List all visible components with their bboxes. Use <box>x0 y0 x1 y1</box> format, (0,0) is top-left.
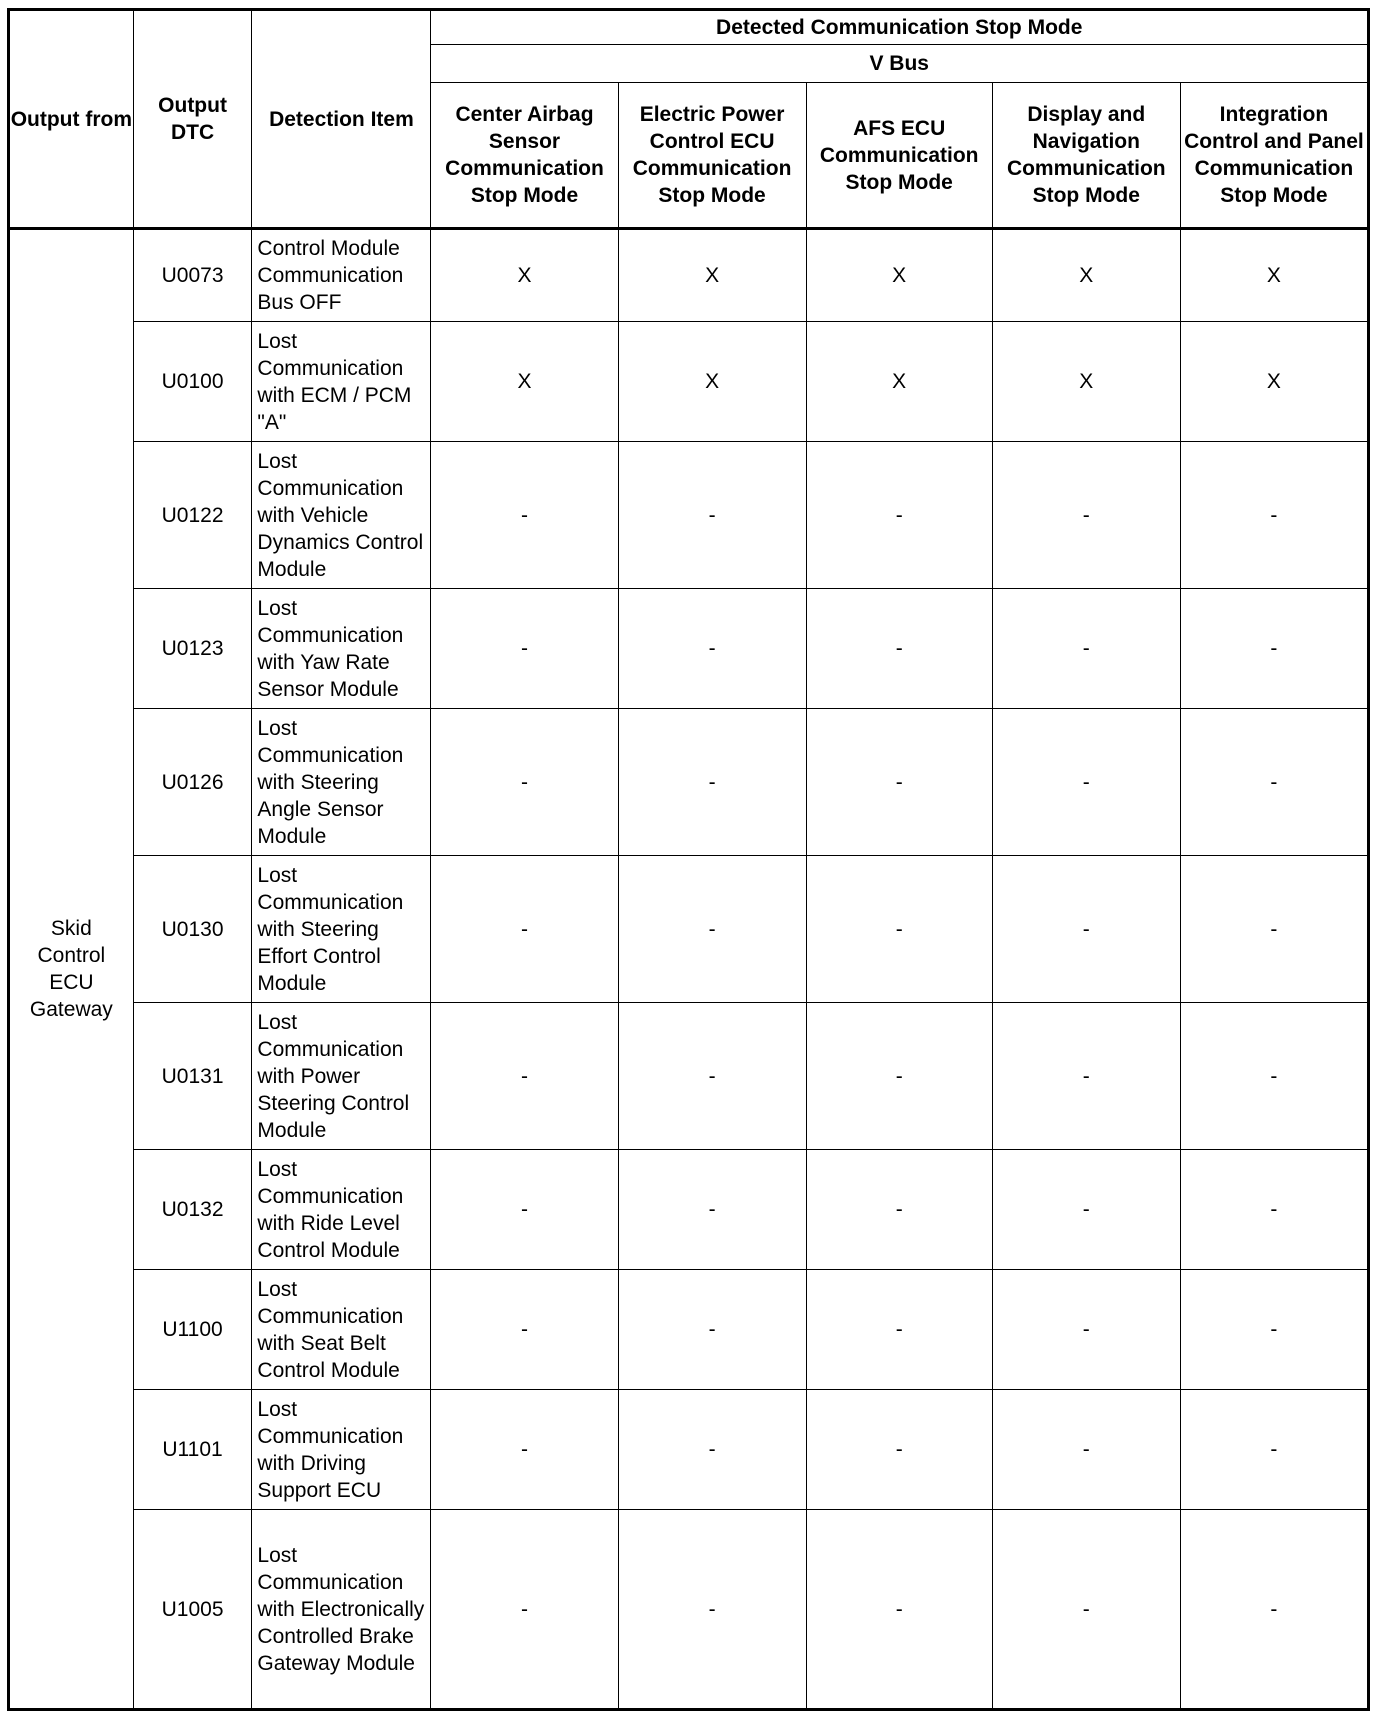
mode-mark-cell: - <box>1180 1510 1368 1710</box>
table-row <box>9 1150 1369 1270</box>
header-mode-center-airbag: Center Airbag Sensor Communication Stop Mode <box>431 83 618 229</box>
mode-mark-cell: - <box>1180 1270 1368 1390</box>
mode-mark-cell: X <box>992 229 1180 322</box>
mode-mark-cell: - <box>431 1510 618 1710</box>
detection-item-cell: Lost Communication with Yaw Rate Sensor Module <box>252 589 431 709</box>
dtc-code-cell: U0122 <box>133 442 252 589</box>
detection-item-cell: Control Module Communication Bus OFF <box>252 229 431 322</box>
output-from-cell: Skid Control ECU Gateway <box>9 229 134 1710</box>
dtc-table <box>7 8 1370 1711</box>
detection-item-cell: Lost Communication with Steering Effort Control Module <box>252 856 431 1003</box>
header-mode-integration-control: Integration Control and Panel Communication Stop Mode <box>1180 83 1368 229</box>
header-detected-mode-group: Detected Communication Stop Mode <box>431 10 1369 45</box>
mode-mark-cell: - <box>618 442 806 589</box>
dtc-code-cell: U0131 <box>133 1003 252 1150</box>
dtc-code-cell: U0123 <box>133 589 252 709</box>
detection-item-cell: Lost Communication with Driving Support ECU <box>252 1390 431 1510</box>
detection-item-cell: Lost Communication with Ride Level Control Module <box>252 1150 431 1270</box>
mode-mark-cell: - <box>431 709 618 856</box>
mode-mark-cell: - <box>618 709 806 856</box>
dtc-code-cell: U1101 <box>133 1390 252 1510</box>
mode-mark-cell: - <box>806 1390 992 1510</box>
dtc-code-cell: U1100 <box>133 1270 252 1390</box>
mode-mark-cell: X <box>1180 229 1368 322</box>
table-row <box>9 229 1369 322</box>
mode-mark-cell: - <box>431 1003 618 1150</box>
mode-mark-cell: - <box>806 1150 992 1270</box>
header-detection-item: Detection Item <box>252 10 431 229</box>
mode-mark-cell: X <box>806 322 992 442</box>
mode-mark-cell: - <box>431 589 618 709</box>
mode-mark-cell: - <box>992 1150 1180 1270</box>
mode-mark-cell: - <box>1180 1390 1368 1510</box>
mode-mark-cell: - <box>806 442 992 589</box>
mode-mark-cell: - <box>1180 856 1368 1003</box>
mode-mark-cell: - <box>806 856 992 1003</box>
mode-mark-cell: X <box>431 229 618 322</box>
mode-mark-cell: X <box>618 322 806 442</box>
header-v-bus: V Bus <box>431 45 1369 83</box>
mode-mark-cell: - <box>618 589 806 709</box>
mode-mark-cell: - <box>431 1390 618 1510</box>
mode-mark-cell: X <box>1180 322 1368 442</box>
detection-item-cell: Lost Communication with Electronically Controlled Brake Gateway Module <box>252 1510 431 1710</box>
mode-mark-cell: - <box>806 709 992 856</box>
mode-mark-cell: - <box>618 1003 806 1150</box>
mode-mark-cell: - <box>1180 709 1368 856</box>
mode-mark-cell: - <box>1180 1003 1368 1150</box>
table-row <box>9 1510 1369 1710</box>
mode-mark-cell: - <box>618 856 806 1003</box>
detection-item-cell: Lost Communication with Power Steering Control Module <box>252 1003 431 1150</box>
table-body <box>9 229 1369 1710</box>
header-output-dtc: Output DTC <box>133 10 252 229</box>
mode-mark-cell: - <box>992 709 1180 856</box>
table-row <box>9 1270 1369 1390</box>
mode-mark-cell: - <box>431 1150 618 1270</box>
mode-mark-cell: - <box>992 1270 1180 1390</box>
mode-mark-cell: - <box>431 442 618 589</box>
mode-mark-cell: - <box>806 1510 992 1710</box>
mode-mark-cell: - <box>618 1150 806 1270</box>
detection-item-cell: Lost Communication with ECM / PCM "A" <box>252 322 431 442</box>
mode-mark-cell: - <box>431 856 618 1003</box>
table-row <box>9 589 1369 709</box>
table-row <box>9 1003 1369 1150</box>
mode-mark-cell: - <box>806 589 992 709</box>
dtc-code-cell: U0126 <box>133 709 252 856</box>
dtc-code-cell: U0130 <box>133 856 252 1003</box>
mode-mark-cell: - <box>1180 442 1368 589</box>
mode-mark-cell: X <box>431 322 618 442</box>
dtc-code-cell: U0073 <box>133 229 252 322</box>
mode-mark-cell: - <box>992 1510 1180 1710</box>
dtc-code-cell: U0100 <box>133 322 252 442</box>
mode-mark-cell: - <box>992 442 1180 589</box>
dtc-code-cell: U1005 <box>133 1510 252 1710</box>
detection-item-cell: Lost Communication with Seat Belt Control Module <box>252 1270 431 1390</box>
table-row <box>9 442 1369 589</box>
mode-mark-cell: - <box>1180 1150 1368 1270</box>
mode-mark-cell: X <box>992 322 1180 442</box>
table-row <box>9 856 1369 1003</box>
mode-mark-cell: - <box>806 1270 992 1390</box>
mode-mark-cell: X <box>618 229 806 322</box>
dtc-table-container <box>7 8 1370 1711</box>
mode-mark-cell: - <box>618 1510 806 1710</box>
mode-mark-cell: - <box>992 589 1180 709</box>
header-mode-electric-power: Electric Power Control ECU Communication Stop Mode <box>618 83 806 229</box>
mode-mark-cell: - <box>618 1270 806 1390</box>
table-row <box>9 322 1369 442</box>
detection-item-cell: Lost Communication with Vehicle Dynamics Control Module <box>252 442 431 589</box>
mode-mark-cell: - <box>806 1003 992 1150</box>
mode-mark-cell: - <box>1180 589 1368 709</box>
mode-mark-cell: - <box>431 1270 618 1390</box>
table-row <box>9 709 1369 856</box>
mode-mark-cell: - <box>992 856 1180 1003</box>
mode-mark-cell: - <box>992 1390 1180 1510</box>
header-mode-afs-ecu: AFS ECU Communication Stop Mode <box>806 83 992 229</box>
table-row <box>9 1390 1369 1510</box>
mode-mark-cell: - <box>618 1390 806 1510</box>
mode-mark-cell: X <box>806 229 992 322</box>
header-output-from: Output from <box>9 10 134 229</box>
mode-mark-cell: - <box>992 1003 1180 1150</box>
header-mode-display-navigation: Display and Navigation Communication Stop Mode <box>992 83 1180 229</box>
detection-item-cell: Lost Communication with Steering Angle Sensor Module <box>252 709 431 856</box>
dtc-code-cell: U0132 <box>133 1150 252 1270</box>
